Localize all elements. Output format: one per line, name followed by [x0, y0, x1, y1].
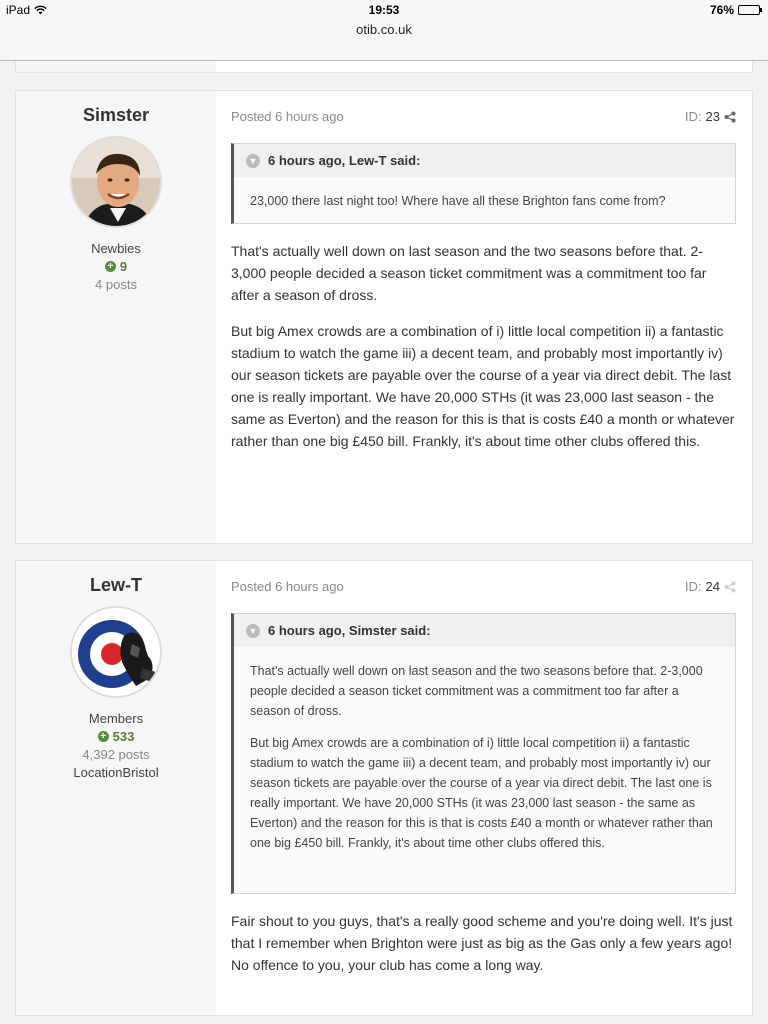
quote-paragraph: But big Amex crowds are a combination of i) little local competition ii) a fantastic stadium to watch the game iii) a decent team, and probably most importantly iv) our season tickets are payable over the course of a year via direct debit. The last one is really important. We have 20,000 STHs (it was 23,000 last season - the same as Everton) and the reason for this is that is costs £40 a month or whatever rather than one big £450 bill. Frankly, it's about time other clubs offered this. [250, 736, 713, 850]
member-group: Members [88, 711, 144, 726]
post-id-label: ID: [684, 109, 702, 124]
post-body [231, 910, 736, 976]
post-id[interactable] [685, 109, 736, 124]
author-name[interactable]: Simster [82, 105, 150, 125]
member-location: LocationBristol [73, 765, 159, 780]
battery-icon [738, 5, 760, 15]
posted-time[interactable]: Posted 6 hours ago [231, 109, 344, 124]
body-paragraph: But big Amex crowds are a combination of i) little local competition ii) a fantastic stadium to watch the game iii) a decent team, and probably most importantly iv) our season tickets are payable over the course of a year via direct debit. The last one is really important. We have 20,000 STHs (it was 23,000 last season - the same as Everton) and the reason for this is that is costs £40 a month or whatever rather than one big £450 bill. Frankly, it's about time other clubs offered this. [231, 323, 735, 449]
status-right [710, 3, 760, 17]
quote-block [231, 143, 736, 224]
author-name[interactable]: Lew-T [90, 575, 142, 595]
body-paragraph: Fair shout to you guys, that's a really good scheme and you're doing well. It's just that I remember when Brighton were just as big as the Gas only a few years ago! No offence to you, your club has come a long way. [231, 913, 733, 973]
post-meta [231, 109, 736, 125]
quote-paragraph: 23,000 there last night too! Where have all these Brighton fans come from? [250, 194, 666, 208]
reputation-value: 533 [112, 729, 135, 744]
post-id-value: 24 [705, 579, 720, 594]
reputation-value: 9 [119, 259, 128, 274]
author-avatar[interactable] [70, 606, 162, 698]
post-body [231, 240, 736, 452]
share-icon[interactable] [724, 111, 736, 123]
post-count: 4,392 posts [82, 747, 150, 762]
target-roundel-icon [72, 608, 162, 698]
url-text[interactable]: otib.co.uk [356, 22, 412, 37]
chevron-down-icon[interactable]: ▼ [246, 624, 260, 638]
plus-circle-icon: + [98, 731, 109, 742]
quote-attribution: 6 hours ago, Simster said: [268, 623, 431, 638]
battery-percent: 76% [709, 3, 734, 17]
previous-post-bottom [15, 61, 753, 73]
author-avatar[interactable] [70, 136, 162, 228]
quote-header[interactable] [234, 144, 735, 177]
forum-post-23 [15, 90, 753, 544]
clock: 19:53 [368, 3, 400, 17]
reputation-badge [16, 259, 216, 274]
author-panel [16, 91, 216, 543]
post-count: 4 posts [95, 277, 137, 292]
body-paragraph: That's actually well down on last season and the two seasons before that. 2-3,000 people decided a season ticket commitment was a commitment too far after a season of dross. [231, 243, 707, 303]
quote-header[interactable] [234, 614, 735, 647]
post-id-value: 23 [705, 109, 720, 124]
reputation-badge [16, 729, 216, 744]
previous-post-author-panel [16, 61, 216, 72]
quote-body [234, 177, 735, 223]
forum-post-24 [15, 560, 753, 1016]
quote-paragraph: That's actually well down on last season and the two seasons before that. 2-3,000 people decided a season ticket commitment was a commitment too far after a season of dross. [250, 664, 703, 718]
quote-attribution: 6 hours ago, Lew-T said: [268, 153, 421, 168]
post-content [231, 561, 736, 990]
post-content [231, 91, 736, 466]
quote-block [231, 613, 736, 894]
chevron-down-icon[interactable]: ▼ [246, 154, 260, 168]
post-id[interactable] [685, 579, 736, 594]
status-bar [0, 0, 768, 20]
share-icon[interactable] [724, 581, 736, 593]
device-name: iPad [6, 3, 31, 17]
posted-time[interactable]: Posted 6 hours ago [231, 579, 344, 594]
post-meta [231, 579, 736, 595]
post-id-label: ID: [684, 579, 702, 594]
member-group: Newbies [91, 241, 141, 256]
plus-circle-icon: + [105, 261, 116, 272]
avatar-photo-icon [72, 138, 162, 228]
author-panel [16, 561, 216, 1015]
quote-body [234, 647, 735, 893]
browser-address-bar[interactable] [0, 20, 768, 61]
